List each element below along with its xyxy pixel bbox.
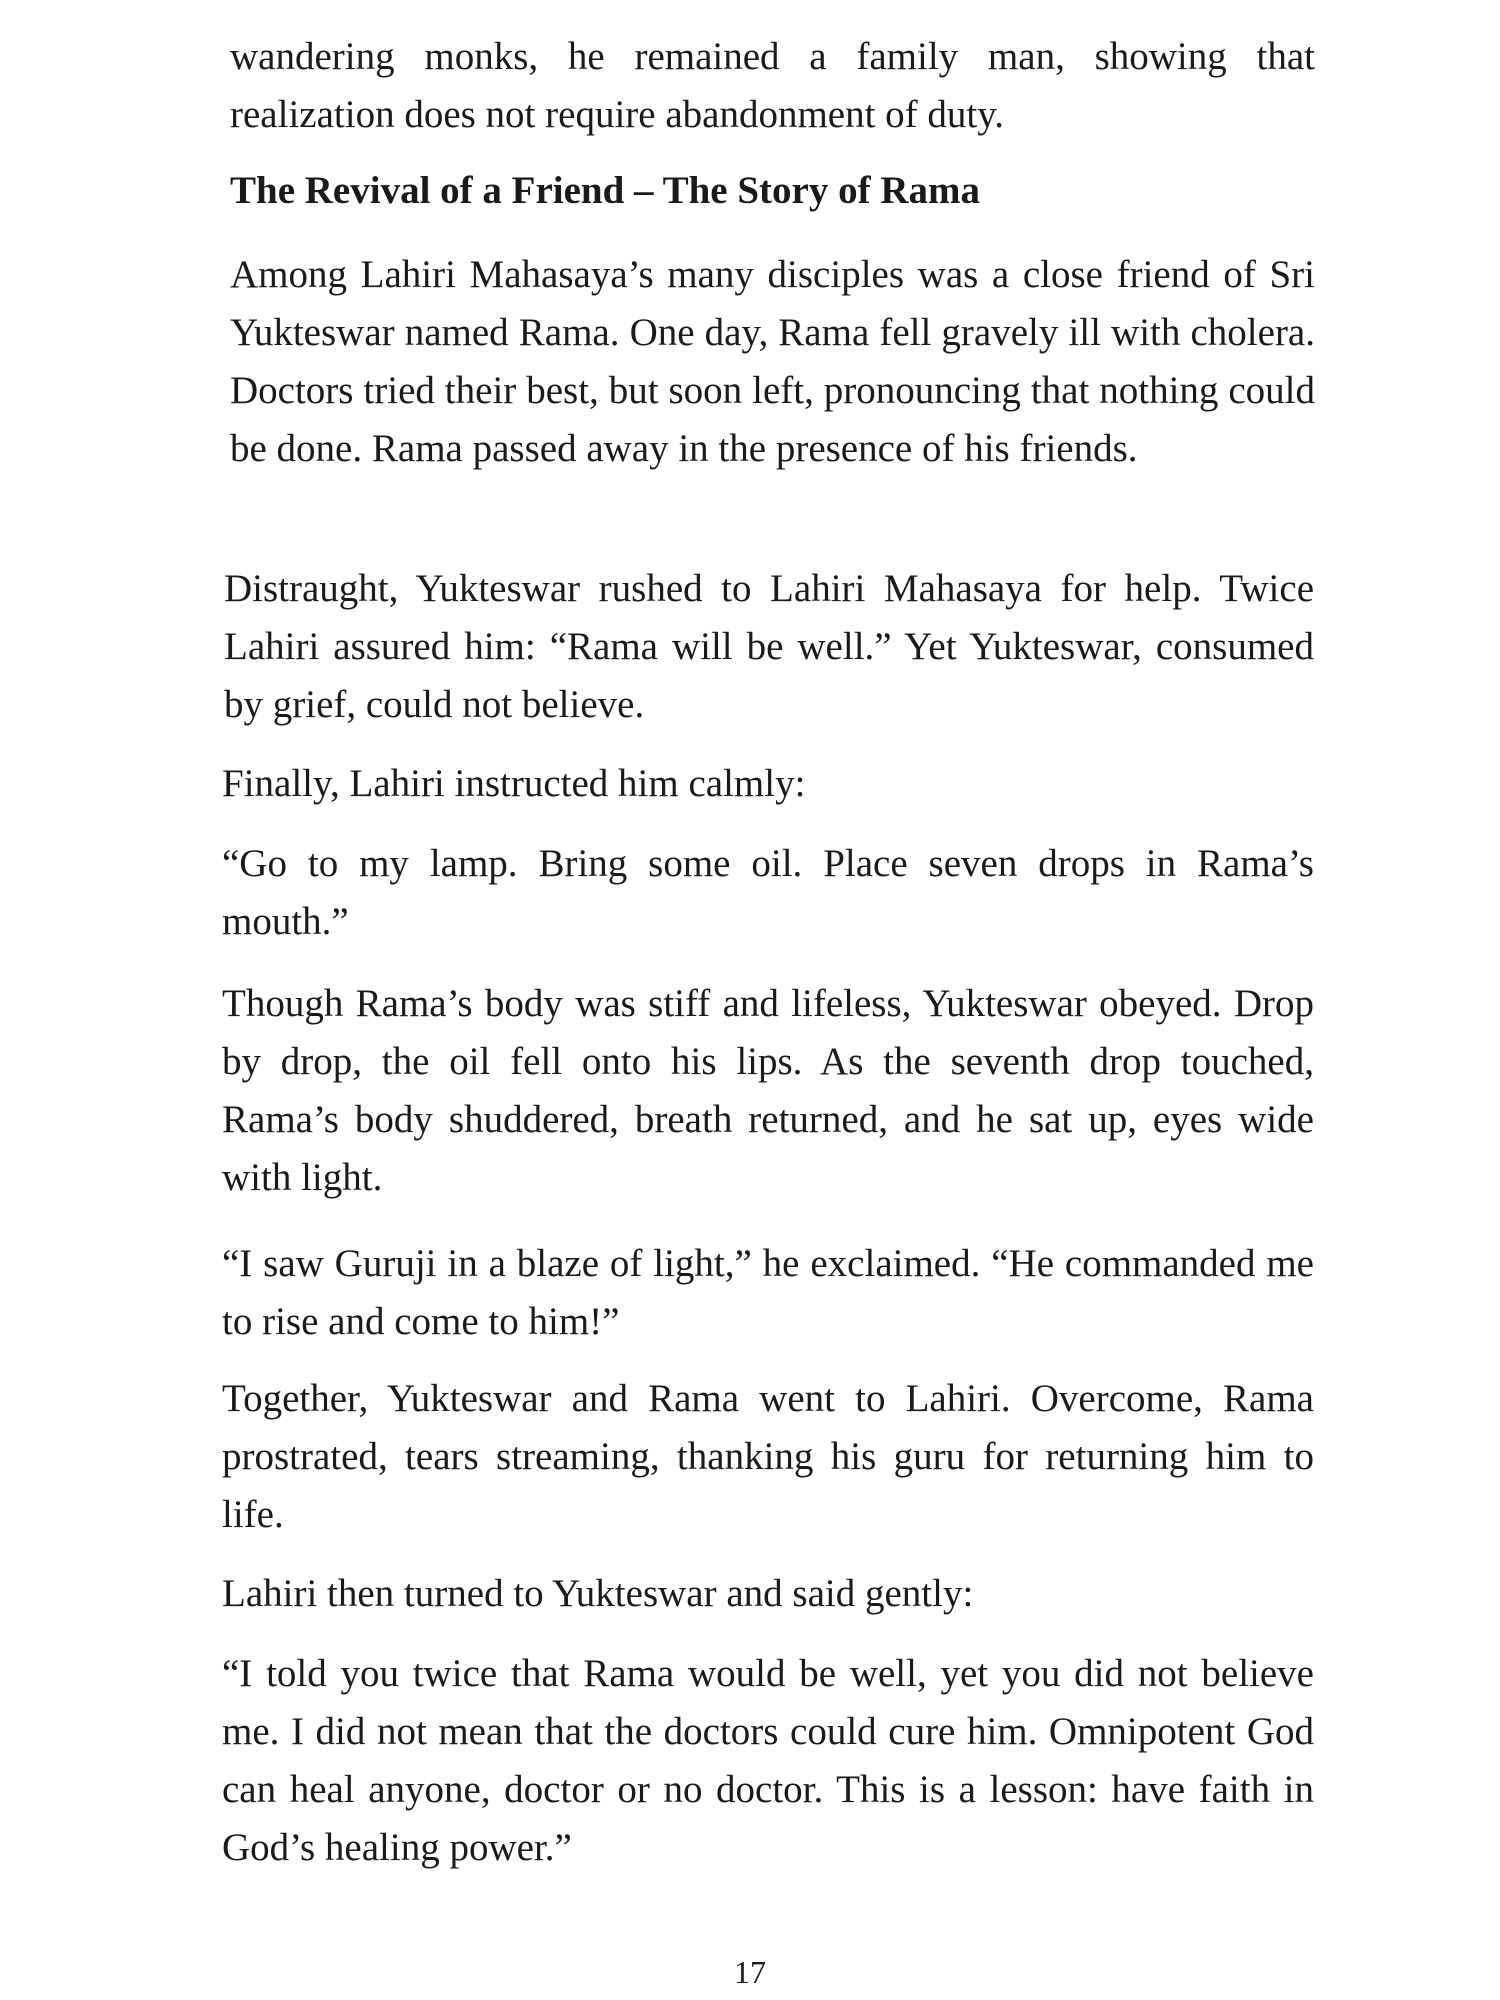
- paragraph-intro: wandering monks, he remained a family man, showing that realization does not require abandonment of duty.: [230, 35, 1315, 136]
- paragraph-rama-illness: Among Lahiri Mahasaya’s many disciples was a close friend of Sri Yukteswar named Rama. One day, Rama fell gravely ill with cholera. Doctors tried their best, but soon left, pronouncing that nothing could be done. Rama passed away in the presence of his friends.: [230, 253, 1315, 470]
- paragraph-lamp-quote: “Go to my lamp. Bring some oil. Place seven drops in Rama’s mouth.”: [222, 842, 1314, 943]
- section-heading: The Revival of a Friend – The Story of Rama: [230, 169, 980, 212]
- paragraph-yukteswar-rushed: Distraught, Yukteswar rushed to Lahiri Mahasaya for help. Twice Lahiri assured him: “Rama will be well.” Yet Yukteswar, consumed by grief, could not believe.: [224, 567, 1314, 726]
- paragraph-together: Together, Yukteswar and Rama went to Lahiri. Overcome, Rama prostrated, tears streaming, thanking his guru for returning him to life.: [222, 1377, 1314, 1536]
- paragraph-revival: Though Rama’s body was stiff and lifeless, Yukteswar obeyed. Drop by drop, the oil fell onto his lips. As the seventh drop touched, Rama’s body shuddered, breath returned, and he sat up, eyes wide with light.: [222, 982, 1314, 1199]
- paragraph-lahiri-turned: Lahiri then turned to Yukteswar and said gently:: [222, 1572, 974, 1615]
- page-number: 17: [734, 1954, 766, 1990]
- paragraph-lesson-quote: “I told you twice that Rama would be well, yet you did not believe me. I did not mean that the doctors could cure him. Omnipotent God can heal anyone, doctor or no doctor. This is a lesson: have faith in God’s healing power.”: [222, 1652, 1314, 1869]
- paragraph-guruji-quote: “I saw Guruji in a blaze of light,” he exclaimed. “He commanded me to rise and come to him!”: [222, 1242, 1314, 1343]
- paragraph-instruction-intro: Finally, Lahiri instructed him calmly:: [222, 762, 806, 805]
